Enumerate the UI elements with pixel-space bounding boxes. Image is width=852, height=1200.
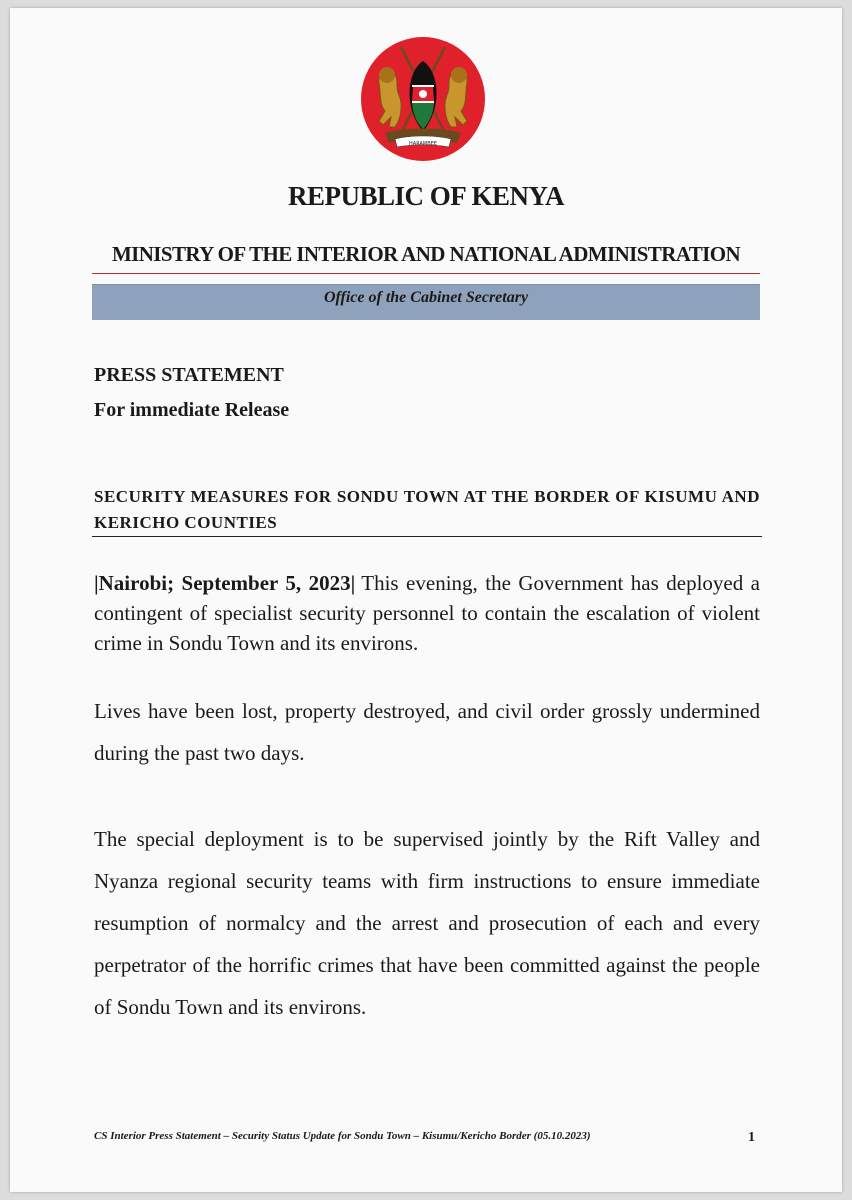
release-label: For immediate Release <box>94 399 290 421</box>
document-page <box>10 8 842 1192</box>
page-number: 1 <box>748 1130 755 1145</box>
office-banner <box>92 284 760 320</box>
press-statement-label: PRESS STATEMENT <box>94 364 284 386</box>
header-divider <box>92 273 760 274</box>
headline-divider <box>92 536 762 537</box>
paragraph-1 <box>94 568 760 658</box>
paragraph-2: Lives have been lost, property destroyed, and civil order grossly undermined during the past two days. <box>94 699 760 765</box>
statement-headline: SECURITY MEASURES FOR SONDU TOWN AT THE BORDER OF KISUMU AND KERICHO COUNTIES <box>94 487 760 532</box>
emblem-motto: HARAMBEE <box>409 141 437 147</box>
office-label: Office of the Cabinet Secretary <box>323 289 529 306</box>
country-title: REPUBLIC OF KENYA <box>287 181 565 211</box>
kenya-coat-of-arms-icon <box>361 35 485 163</box>
paragraph-1-text: This evening, the Government has deployed a contingent of specialist security personnel to contain the escalation of violent crime in Sondu Town and its environs. <box>94 571 761 655</box>
footer-text: CS Interior Press Statement – Security Status Update for Sondu Town – Kisumu/Kericho Border (05.10.2023) <box>94 1130 591 1142</box>
dateline: |Nairobi; September 5, 2023| <box>94 571 356 595</box>
paragraph-3: The special deployment is to be supervised jointly by the Rift Valley and Nyanza regional security teams with firm instructions to ensure immediate resumption of normalcy and the arrest and prosecution of each and every perpetrator of the horrific crimes that have been committed against the people of Sondu Town and its environs. <box>94 827 760 1019</box>
ministry-title: MINISTRY OF THE INTERIOR AND NATIONAL ADMINISTRATION <box>111 242 741 266</box>
